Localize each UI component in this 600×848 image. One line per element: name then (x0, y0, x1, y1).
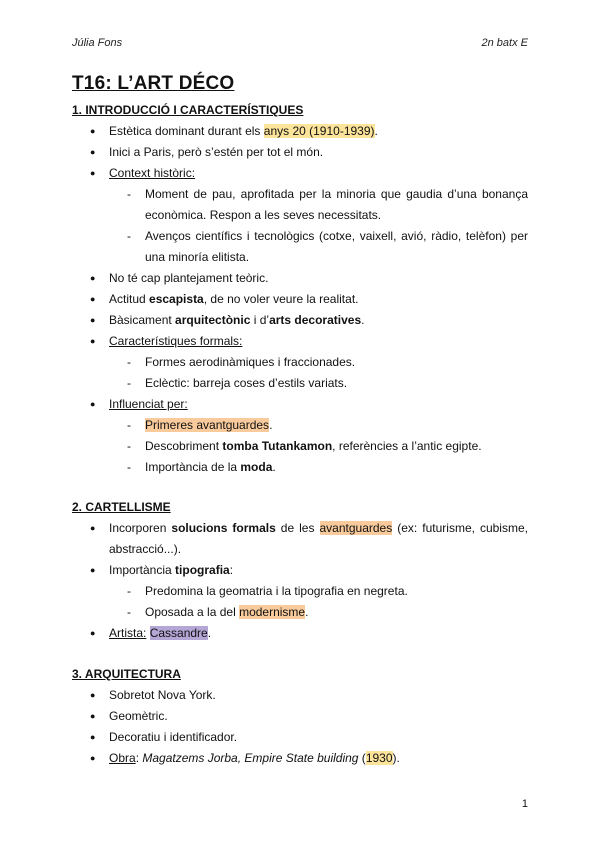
sub-item: Predomina la geomatria i la tipografia en negreta. (145, 584, 408, 598)
section-heading-introduccio: 1. INTRODUCCIÓ I CARACTERÍSTIQUES (72, 103, 304, 117)
sub-item: Avenços científics i tecnològics (cotxe, vaixell, avió, ràdio, telèfon) per (145, 229, 528, 243)
dash-marker: - (127, 229, 131, 243)
section-heading-arquitectura: 3. ARQUITECTURA (72, 667, 181, 681)
bullet-icon: ● (90, 711, 96, 721)
bullet-icon: ● (90, 399, 96, 409)
list-item-continuation: abstracció...). (109, 542, 182, 556)
list-item: Decoratiu i identificador. (109, 730, 238, 744)
list-item: Sobretot Nova York. (109, 688, 216, 702)
sub-item: Importància de la moda. (145, 460, 276, 474)
list-item: Incorporen solucions formals de les avantguardes (ex: futurisme, cubisme, (109, 521, 528, 535)
highlight-purple: Cassandre (149, 626, 208, 640)
list-item-label: Característiques formals: (109, 334, 243, 348)
dash-marker: - (127, 439, 131, 453)
list-item: Actitud escapista, de no voler veure la realitat. (109, 292, 359, 306)
header-class: 2n batx E (481, 37, 528, 49)
bullet-icon: ● (90, 168, 96, 178)
bullet-icon: ● (90, 523, 96, 533)
list-item: Obra: Magatzems Jorba, Empire State building (1930). (109, 751, 400, 765)
list-item: Inici a Paris, però s’estén per tot el món. (109, 145, 324, 159)
dash-marker: - (127, 187, 131, 201)
bullet-icon: ● (90, 315, 96, 325)
list-item-label: Context històric: (109, 166, 196, 180)
bullet-icon: ● (90, 753, 96, 763)
page-title: T16: L’ART DÉCO (72, 73, 235, 94)
header-author: Júlia Fons (72, 37, 123, 49)
bullet-icon: ● (90, 147, 96, 157)
dash-marker: - (127, 460, 131, 474)
page-number: 1 (521, 798, 528, 810)
bullet-icon: ● (90, 628, 96, 638)
bullet-icon: ● (90, 126, 96, 136)
dash-marker: - (127, 376, 131, 390)
section-heading-cartellisme: 2. CARTELLISME (72, 500, 171, 514)
bullet-icon: ● (90, 732, 96, 742)
list-item: Estètica dominant durant els anys 20 (1910-1939). (109, 124, 378, 138)
sub-item: Oposada a la del modernisme. (145, 605, 309, 619)
bullet-icon: ● (90, 336, 96, 346)
bullet-icon: ● (90, 565, 96, 575)
list-item: Bàsicament arquitectònic i d’arts decoratives. (109, 313, 365, 327)
highlight-yellow: 1930 (365, 751, 393, 765)
dash-marker: - (127, 584, 131, 598)
sub-item: Moment de pau, aprofitada per la minoria que gaudia d’una bonança (145, 187, 528, 201)
highlight-orange: avantguardes (319, 521, 393, 535)
list-item: No té cap plantejament teòric. (109, 271, 269, 285)
bullet-icon: ● (90, 273, 96, 283)
dash-marker: - (127, 605, 131, 619)
list-item: Artista: Cassandre. (109, 626, 212, 640)
sub-item-continuation: una minoría elitista. (145, 250, 250, 264)
dash-marker: - (127, 418, 131, 432)
dash-marker: - (127, 355, 131, 369)
sub-item-continuation: econòmica. Respon a les seves necessitats. (145, 208, 382, 222)
bullet-icon: ● (90, 690, 96, 700)
list-item-label: Influenciat per: (109, 397, 188, 411)
list-item: Importància tipografia: (109, 563, 234, 577)
bullet-icon: ● (90, 294, 96, 304)
sub-item: Eclèctic: barreja coses d’estils variats. (145, 376, 348, 390)
highlight-orange: modernisme (239, 605, 306, 619)
sub-item: Formes aerodinàmiques i fraccionades. (145, 355, 356, 369)
highlight-orange: Primeres avantguardes (145, 418, 270, 432)
sub-item: Primeres avantguardes. (145, 418, 273, 432)
list-item: Geomètric. (109, 709, 168, 723)
sub-item: Descobriment tomba Tutankamon, referències a l’antic egipte. (145, 439, 482, 453)
highlight-yellow: anys 20 (1910-1939) (263, 124, 375, 138)
